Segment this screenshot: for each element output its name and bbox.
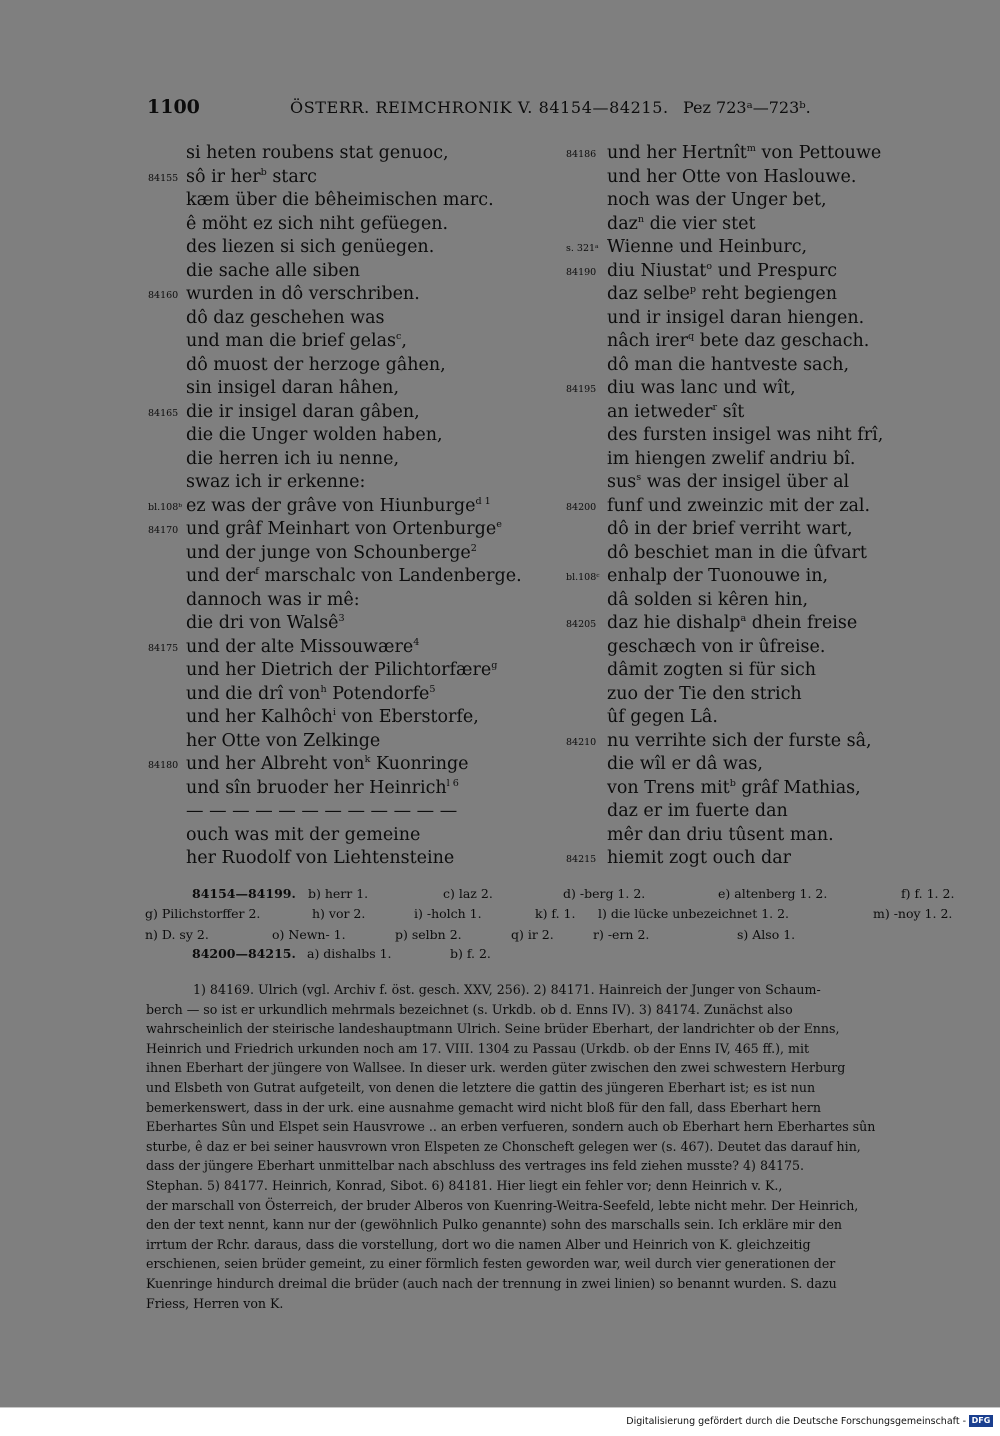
- verse-line: [607, 308, 864, 328]
- verse-text: an ietweder: [607, 401, 713, 422]
- verse-text: si heten roubens stat genuoc,: [186, 143, 449, 163]
- verse-text: zuo der Tie den strich: [607, 683, 802, 704]
- variant-mark: c: [396, 331, 402, 343]
- verse-line: [607, 472, 849, 492]
- verse-text: die ir insigel daran gâben,: [186, 401, 420, 422]
- variant-mark: g: [491, 660, 498, 672]
- variant-mark: s: [636, 472, 642, 484]
- verse-text: daz: [607, 213, 638, 234]
- verse-line: [186, 496, 491, 516]
- verse-text-cont: dhein freise: [746, 613, 858, 633]
- verse-text-cont: marschalc von Landenberge.: [258, 566, 522, 586]
- verse-line: [186, 731, 380, 751]
- verse-line: [607, 519, 853, 539]
- verse-text-cont: ,: [401, 331, 407, 351]
- verse-line: [186, 214, 448, 234]
- verse-line: [186, 754, 469, 774]
- verse-line: [186, 519, 502, 539]
- verse-line: [186, 825, 420, 845]
- verse-line: [186, 449, 399, 469]
- line-number: 84215: [566, 854, 597, 865]
- variant-mark: o: [706, 260, 713, 272]
- note-line: erschienen, seien brüder gemeint, zu einer förmlich festen geworden war, weil durch vier generationen der: [146, 1256, 836, 1272]
- apparatus-entry: p) selbn 2.: [395, 927, 462, 942]
- verse-text: daz selbe: [607, 284, 690, 304]
- verse-line: [186, 590, 360, 610]
- note-line: Eberhartes Sûn und Elspet sein Hausvrowe .. an erben verfueren, sondern auch ob Eberhart hern Eberhartes sûn: [146, 1119, 876, 1135]
- verse-line: [186, 566, 522, 586]
- verse-text: und her Hertnît: [607, 143, 747, 163]
- verse-line: [186, 143, 449, 163]
- verse-text: des liezen si sich genüegen.: [186, 237, 435, 257]
- verse-text: daz er im fuerte dan: [607, 801, 788, 821]
- running-title: ÖSTERR. REIMCHRONIK V. 84154—84215.: [290, 98, 669, 117]
- verse-line: [186, 355, 446, 375]
- verse-line: [186, 425, 443, 445]
- verse-text: dô man die hantveste sach,: [607, 354, 850, 375]
- verse-text: dô muost der herzoge gâhen,: [186, 354, 446, 375]
- apparatus-range: 84154—84199.: [192, 886, 296, 901]
- verse-line: [186, 331, 407, 351]
- verse-text: dô beschiet man in die ûfvart: [607, 542, 867, 563]
- verse-line: [186, 707, 479, 727]
- note-line: den der text nennt, kann nur der (gewöhnlich Pulko genannte) sohn des marschalls sein. Ich erkläre mir den: [146, 1217, 843, 1233]
- verse-line: [186, 167, 317, 187]
- verse-line: [186, 284, 420, 304]
- verse-text: dâ solden si kêren hin,: [607, 589, 809, 610]
- verse-text: und ir insigel daran hiengen.: [607, 307, 865, 328]
- verse-text: Wienne und Heinburc,: [607, 237, 808, 257]
- verse-line: [607, 731, 872, 751]
- variant-mark: h: [320, 683, 327, 695]
- verse-text: die wîl er dâ was,: [607, 754, 763, 774]
- line-number: s. 321ᵃ: [566, 243, 599, 254]
- verse-text: und sîn bruoder her Heinrich: [186, 777, 447, 798]
- line-number: bl.108ᶜ: [566, 572, 600, 583]
- verse-text: ouch was mit der gemeine: [186, 824, 421, 845]
- verse-text: hiemit zogt ouch dar: [607, 848, 792, 868]
- verse-line: [186, 613, 345, 633]
- verse-line: [607, 825, 834, 845]
- line-number: 84155: [148, 172, 179, 184]
- apparatus-entry: b) herr 1.: [308, 886, 369, 901]
- apparatus-entry: q) ir 2.: [511, 927, 554, 942]
- verse-text: die dri von Walsê: [186, 613, 339, 633]
- verse-text: wurden in dô verschriben.: [186, 284, 420, 304]
- variant-mark: 2: [470, 542, 477, 554]
- verse-text: dannoch was ir mê:: [186, 589, 360, 610]
- dfg-logo: DFG: [969, 1415, 993, 1427]
- verse-line: [607, 331, 869, 351]
- verse-text: und grâf Meinhart von Ortenburge: [186, 519, 497, 539]
- verse-line: [186, 378, 399, 398]
- footnote-mark: 5: [429, 683, 436, 695]
- line-number: 84165: [148, 407, 179, 419]
- note-line: und Elsbeth von Gutrat aufgeteilt, von denen die letztere die gattin des jüngeren Eberhart ist; es ist nun: [146, 1080, 816, 1095]
- pez-reference: Pez 723ᵃ—723ᵇ.: [683, 98, 811, 117]
- verse-text: — — — — — — — — — — — —: [186, 801, 458, 821]
- footer-bar: [0, 1407, 1000, 1436]
- verse-text: und man die brief gelas: [186, 331, 397, 351]
- verse-text-cont: bete daz geschach.: [694, 331, 870, 351]
- line-number: 84160: [148, 290, 179, 301]
- verse-line: [186, 261, 360, 281]
- note-line: Stephan. 5) 84177. Heinrich, Konrad, Sibot. 6) 84181. Hier liegt ein fehler vor; denn Heinrich v. K.,: [146, 1178, 783, 1193]
- verse-line: [186, 472, 365, 492]
- apparatus-entry: n) D. sy 2.: [145, 927, 209, 942]
- note-line: irrtum der Rchr. daraus, dass die vorstellung, dort wo die namen Alber und Heinrich von K. gleichzeitig: [146, 1236, 811, 1252]
- variant-mark: 3: [338, 613, 345, 625]
- line-number: 84195: [566, 384, 597, 395]
- variant-mark: a: [740, 613, 747, 625]
- verse-line: [607, 402, 744, 422]
- apparatus-range: 84200—84215.: [192, 946, 296, 961]
- variant-mark: d 1: [475, 495, 491, 507]
- verse-text-cont: grâf Mathias,: [735, 777, 861, 798]
- verse-line: [607, 425, 883, 445]
- verse-text: kæm über die bêheimischen marc.: [186, 190, 494, 210]
- verse-line: [186, 308, 385, 328]
- apparatus-entry: l) die lücke unbezeichnet 1. 2.: [598, 906, 790, 921]
- verse-line: [607, 707, 718, 727]
- variant-mark: r: [712, 401, 718, 413]
- apparatus-entry: s) Also 1.: [737, 927, 796, 942]
- verse-text: sus: [607, 472, 637, 492]
- verse-text: her Otte von Zelkinge: [186, 730, 381, 751]
- note-line: berch — so ist er urkundlich mehrmals bezeichnet (s. Urkdb. ob d. Enns IV). 3) 84174. Zunächst also: [146, 1001, 793, 1017]
- variant-mark: f: [255, 566, 259, 578]
- verse-line: [607, 214, 756, 234]
- verse-line: [186, 637, 419, 657]
- apparatus-entry: r) -ern 2.: [593, 927, 650, 942]
- verse-text: funf und zweinzic mit der zal.: [607, 495, 871, 516]
- verse-line: [607, 848, 791, 868]
- note-line: ihnen Eberhart der jüngere von Wallsee. In dieser urk. werden güter zwischen den zwei schwestern Herburg: [146, 1060, 846, 1076]
- verse-line: [186, 660, 497, 680]
- variant-mark: p: [689, 284, 697, 296]
- page-number: 1100: [147, 96, 200, 118]
- verse-line: [607, 355, 849, 375]
- verse-line: [607, 449, 856, 469]
- verse-line: [607, 778, 861, 798]
- verse-text-cont: Kuonringe: [370, 754, 469, 774]
- line-number: 84170: [148, 525, 179, 536]
- verse-text: sô ir her: [186, 166, 261, 187]
- verse-text: und her Otte von Haslouwe.: [607, 166, 857, 187]
- verse-text: nu verrihte sich der furste sâ,: [607, 730, 872, 751]
- line-number: 84205: [566, 619, 597, 630]
- apparatus-entry: k) f. 1.: [535, 906, 576, 921]
- apparatus-entry: d) -berg 1. 2.: [563, 886, 646, 901]
- verse-text: und her Dietrich der Pilichtorfære: [186, 660, 492, 680]
- verse-line: [607, 143, 881, 163]
- verse-text: dô in der brief verriht wart,: [607, 519, 853, 539]
- verse-line: [186, 402, 420, 422]
- verse-line: [607, 237, 807, 257]
- verse-text: mêr dan driu tûsent man.: [607, 824, 834, 845]
- verse-text: diu Niustat: [607, 260, 707, 281]
- verse-line: [607, 660, 816, 680]
- verse-text: enhalp der Tuonouwe in,: [607, 566, 829, 586]
- verse-line: [607, 190, 827, 210]
- note-line: Kuenringe hindurch dreimal die brüder (auch nach der trennung in zwei linien) so benannt wurden. S. dazu: [146, 1276, 837, 1291]
- verse-line: [607, 590, 808, 610]
- apparatus-entry: f) f. 1. 2.: [901, 886, 955, 901]
- verse-text: nâch irer: [607, 331, 689, 351]
- verse-text: und her Kalhôch: [186, 707, 333, 727]
- verse-line: [186, 543, 477, 563]
- verse-line: [607, 261, 837, 281]
- apparatus-entry: a) dishalbs 1.: [307, 946, 392, 961]
- verse-line: [607, 543, 867, 563]
- apparatus-entry: h) vor 2.: [312, 906, 366, 921]
- verse-text: und der alte Missouwære: [186, 636, 414, 657]
- variant-mark: n: [637, 213, 645, 225]
- verse-text-cont: von Pettouwe: [755, 143, 882, 163]
- verse-text: diu was lanc und wît,: [607, 378, 796, 398]
- apparatus-entry: g) Pilichstorffer 2.: [145, 906, 261, 921]
- verse-text: ûf gegen Lâ.: [607, 707, 718, 727]
- verse-text-cont: starc: [266, 166, 317, 187]
- note-line: bemerkenswert, dass in der urk. eine ausnahme gemacht wird nicht bloß für den fall, dass Eberhart hern: [146, 1099, 821, 1115]
- apparatus-entry: b) f. 2.: [450, 946, 491, 961]
- variant-mark: e: [496, 519, 502, 531]
- variant-mark: 4: [413, 636, 420, 648]
- verse-line: [607, 637, 825, 657]
- verse-text-cont: was der insigel über al: [641, 472, 850, 492]
- verse-text: dô daz geschehen was: [186, 307, 385, 328]
- verse-text: ez was der grâve von Hiunburge: [186, 495, 476, 516]
- verse-text: die sache alle siben: [186, 260, 361, 281]
- variant-mark: b: [260, 166, 267, 178]
- verse-line: [186, 778, 459, 798]
- verse-text: und die drî von: [186, 683, 321, 704]
- footer-funding-text: Digitalisierung gefördert durch die Deutsche Forschungsgemeinschaft -: [626, 1416, 966, 1427]
- variant-mark: k: [364, 754, 371, 766]
- line-number: 84200: [566, 501, 597, 513]
- note-line: Heinrich und Friedrich urkunden noch am 17. VIII. 1304 zu Passau (Urkdb. ob der Enns IV, 465 ff.), mit: [146, 1040, 810, 1056]
- variant-mark: m: [746, 143, 756, 155]
- variant-mark: i: [332, 707, 336, 719]
- apparatus-entry: m) -noy 1. 2.: [873, 906, 953, 921]
- verse-line: [607, 378, 796, 398]
- verse-line: [186, 237, 434, 257]
- verse-text: von Trens mit: [607, 777, 730, 798]
- verse-text: sin insigel daran hâhen,: [186, 378, 400, 398]
- verse-line: [607, 754, 763, 774]
- verse-line: [607, 613, 857, 633]
- verse-line: [607, 801, 788, 821]
- note-line: der marschall von Österreich, der bruder Alberos von Kuenring-Weitra-Seefeld, lebte nicht mehr. Der Heinrich,: [146, 1197, 859, 1213]
- line-number: bl.108ᵇ: [148, 501, 183, 513]
- verse-text: und her Albreht von: [186, 754, 365, 774]
- verse-line: [607, 496, 870, 516]
- verse-line: [186, 801, 457, 821]
- verse-line: [607, 684, 802, 704]
- note-line: 1) 84169. Ulrich (vgl. Archiv f. öst. gesch. XXV, 256). 2) 84171. Hainreich der Junger von Schaum-: [193, 982, 821, 997]
- verse-line: [607, 167, 856, 187]
- verse-text: daz hie dishalp: [607, 613, 741, 633]
- verse-text-cont: die vier stet: [644, 213, 756, 234]
- verse-text-cont: reht begiengen: [696, 284, 838, 304]
- verse-text: geschæch von ir ûfreise.: [607, 636, 826, 657]
- note-line: dass der jüngere Eberhart unmittelbar nach abschluss des vertrages ins feld ziehen musste? 4) 84175.: [146, 1158, 805, 1174]
- verse-text: her Ruodolf von Liehtensteine: [186, 848, 455, 868]
- variant-mark: b: [729, 777, 736, 789]
- verse-text-cont: von Eberstorfe,: [335, 707, 479, 727]
- verse-text-cont: und Prespurc: [712, 260, 838, 281]
- apparatus-entry: e) altenberg 1. 2.: [718, 886, 828, 901]
- apparatus-entry: c) laz 2.: [443, 886, 493, 901]
- variant-mark: l 6: [446, 777, 459, 789]
- note-line: sturbe, ê daz er bei seiner hausvrown vron Elspeten ze Chonscheft gelegen wer (s. 467). Deutet das darauf hin,: [146, 1138, 861, 1154]
- line-number: 84186: [566, 149, 597, 160]
- verse-text: und der junge von Schounberge: [186, 542, 471, 563]
- verse-text-cont: sît: [717, 401, 745, 422]
- verse-text-cont: Potendorfe: [326, 683, 430, 704]
- line-number: 84210: [566, 736, 597, 748]
- verse-line: [607, 566, 828, 586]
- apparatus-entry: i) -holch 1.: [414, 906, 482, 921]
- variant-mark: q: [688, 331, 695, 343]
- verse-text: noch was der Unger bet,: [607, 190, 827, 210]
- verse-line: [186, 190, 494, 210]
- verse-text: die herren ich iu nenne,: [186, 448, 400, 469]
- note-line: Friess, Herren von K.: [146, 1295, 284, 1311]
- verse-text: ê möht ez sich niht gefüegen.: [186, 213, 449, 234]
- verse-text: des fursten insigel was niht frî,: [607, 425, 884, 445]
- verse-text: im hiengen zwelif andriu bî.: [607, 448, 856, 469]
- verse-text: dâmit zogten si für sich: [607, 660, 817, 680]
- line-number: 84180: [148, 760, 179, 771]
- note-line: wahrscheinlich der steirische landeshauptmann Ulrich. Seine brüder Eberhart, der landrichter ob der Enns,: [146, 1021, 840, 1037]
- line-number: 84175: [148, 642, 179, 654]
- apparatus-entry: o) Newn- 1.: [272, 927, 346, 942]
- verse-text: die die Unger wolden haben,: [186, 425, 443, 445]
- verse-line: [186, 848, 454, 868]
- verse-text: und der: [186, 566, 256, 586]
- verse-text: swaz ich ir erkenne:: [186, 472, 366, 492]
- verse-line: [607, 284, 837, 304]
- line-number: 84190: [566, 266, 597, 278]
- verse-line: [186, 684, 436, 704]
